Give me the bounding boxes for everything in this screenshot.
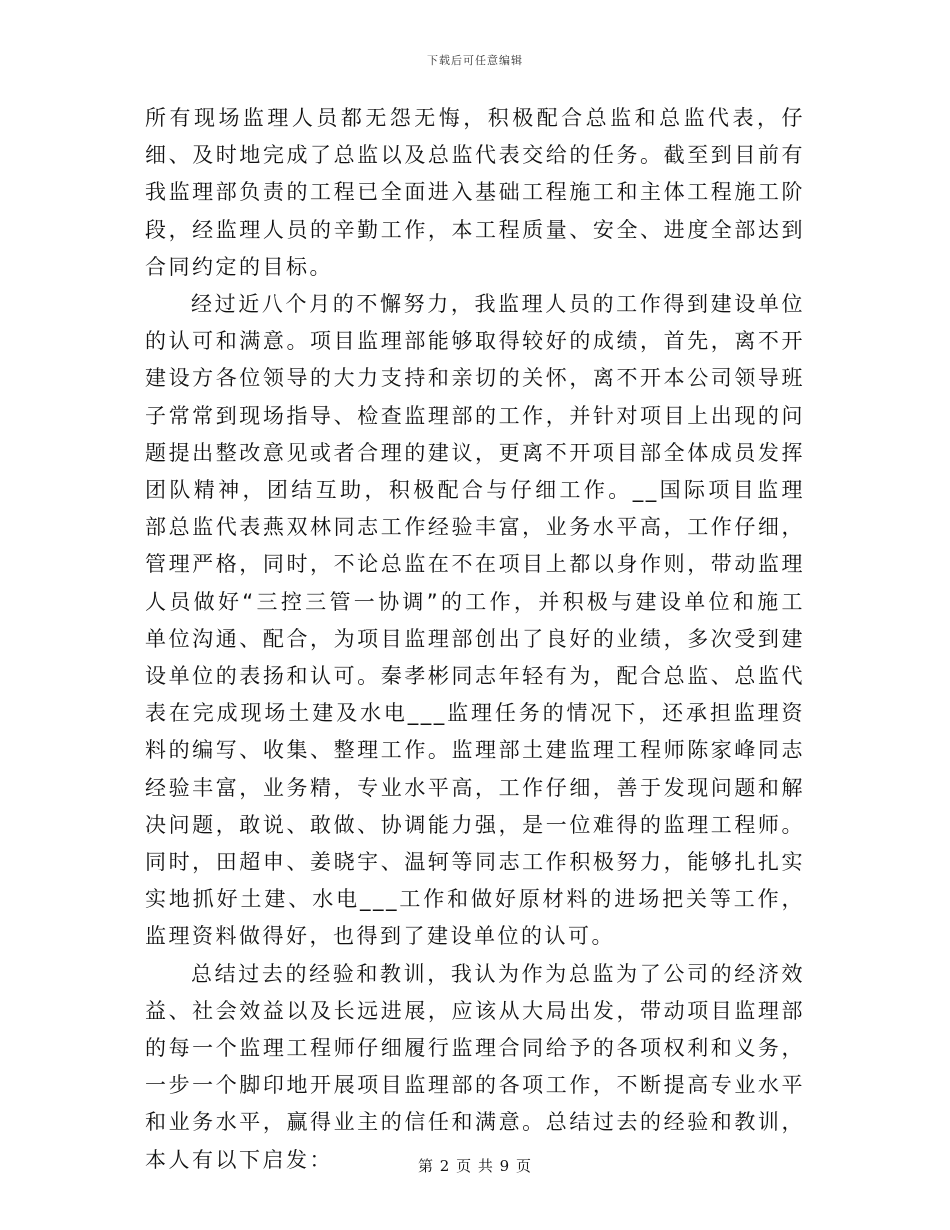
document-body — [145, 100, 805, 1179]
page-number: 第 2 页 共 9 页 — [418, 1157, 532, 1175]
page-header: 下载后可任意编辑 — [427, 54, 523, 67]
paragraph-acknowledgements: 经过近八个月的不懈努力，我监理人员的工作得到建设单位的认可和满意。项目监理部能够取得较好的成绩，首先，离不开建设方各位领导的大力支持和亲切的关怀，离不开本公司领导班子常常到现场指导、检查监理部的工作，并针对项目上出现的问题提出整改意见或者合理的建议，更离不开项目部全体成员发挥团队精神，团结互助，积极配合与仔细工作。__国际项目监理部总监代表燕双林同志工作经验丰富，业务水平高，工作仔细，管理严格，同时，不论总监在不在项目上都以身作则，带动监理人员做好“三控三管一协调”的工作，并积极与建设单位和施工单位沟通、配合，为项目监理部创出了良好的业绩，多次受到建设单位的表扬和认可。秦孝彬同志年轻有为，配合总监、总监代表在完成现场土建及水电___监理任务的情况下，还承担监理资料的编写、收集、整理工作。监理部土建监理工程师陈家峰同志经验丰富，业务精，专业水平高，工作仔细，善于发现问题和解决问题，敢说、敢做、协调能力强，是一位难得的监理工程师。同时，田超申、姜晓宇、温轲等同志工作积极努力，能够扎扎实实地抓好土建、水电___工作和做好原材料的进场把关等工作，监理资料做得好，也得到了建设单位的认可。 — [145, 292, 805, 949]
paragraph-summary: 总结过去的经验和教训，我认为作为总监为了公司的经济效益、社会效益以及长远进展，应该从大局出发，带动项目监理部的每一个监理工程师仔细履行监理合同给予的各项权利和义务，一步一个脚印地开展项目监理部的各项工作，不断提高专业水平和业务水平，赢得业主的信任和满意。总结过去的经验和教训，本人有以下启发： — [145, 961, 805, 1172]
paragraph-continuation: 所有现场监理人员都无怨无悔，积极配合总监和总监代表，仔细、及时地完成了总监以及总监代表交给的任务。截至到目前有我监理部负责的工程已全面进入基础工程施工和主体工程施工阶段，经监理人员的辛勤工作，本工程质量、安全、进度全部达到合同约定的目标。 — [145, 106, 805, 279]
